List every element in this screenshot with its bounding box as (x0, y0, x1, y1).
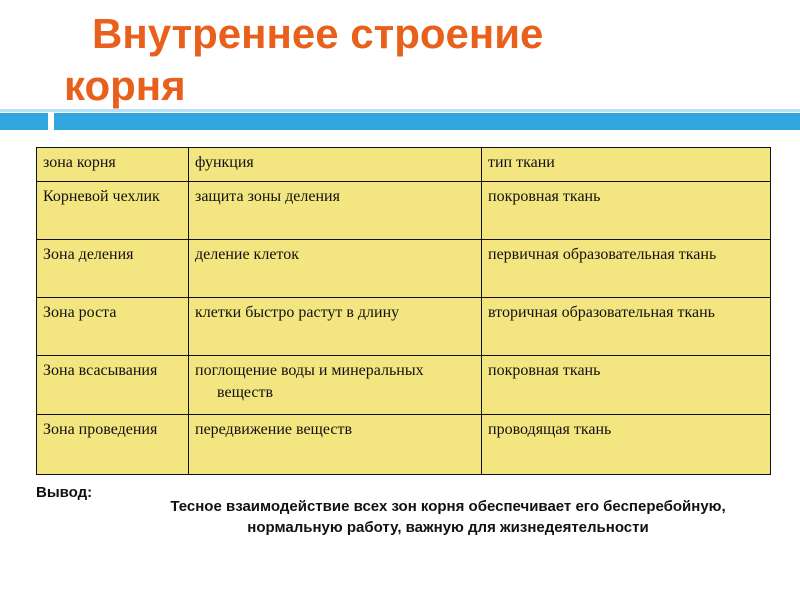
tissue-cell: вторичная образовательная ткань (482, 298, 771, 356)
tissue-cell: покровная ткань (482, 182, 771, 240)
tissue-cell: покровная ткань (482, 356, 771, 415)
table-row (37, 415, 771, 475)
function-cell: защита зоны деления (189, 182, 482, 240)
function-cell: передвижение веществ (189, 415, 482, 475)
slide-title-line1: Внутреннее строение (92, 10, 544, 57)
function-cell: деление клеток (189, 240, 482, 298)
zone-cell: Корневой чехлик (37, 182, 189, 240)
function-cell: клетки быстро растут в длину (189, 298, 482, 356)
slide-title (64, 8, 704, 112)
tissue-cell: первичная образовательная ткань (482, 240, 771, 298)
table-row (37, 298, 771, 356)
conclusion-text: Тесное взаимодействие всех зон корня обеспечивает его бесперебойную, нормальную работу, важную для жизнедеятельности (170, 498, 726, 536)
slide-title-line2: корня (64, 62, 186, 109)
accent-bar-left (0, 113, 48, 130)
zone-cell: Зона деления (37, 240, 189, 298)
function-cell (189, 356, 482, 415)
accent-bar-right (54, 113, 800, 130)
tissue-cell: проводящая ткань (482, 415, 771, 475)
zone-cell: Зона всасывания (37, 356, 189, 415)
header-function: функция (189, 148, 482, 182)
header-tissue-type: тип ткани (482, 148, 771, 182)
table-row (37, 182, 771, 240)
table-row (37, 240, 771, 298)
conclusion-label: Вывод: (36, 484, 93, 501)
header-zone: зона корня (37, 148, 189, 182)
table-row (37, 356, 771, 415)
zone-cell: Зона роста (37, 298, 189, 356)
table-header-row (37, 148, 771, 182)
root-zones-table (36, 147, 771, 475)
zone-cell: Зона проведения (37, 415, 189, 475)
function-text: поглощение воды и минеральных веществ (195, 362, 424, 401)
accent-strip (0, 109, 800, 112)
